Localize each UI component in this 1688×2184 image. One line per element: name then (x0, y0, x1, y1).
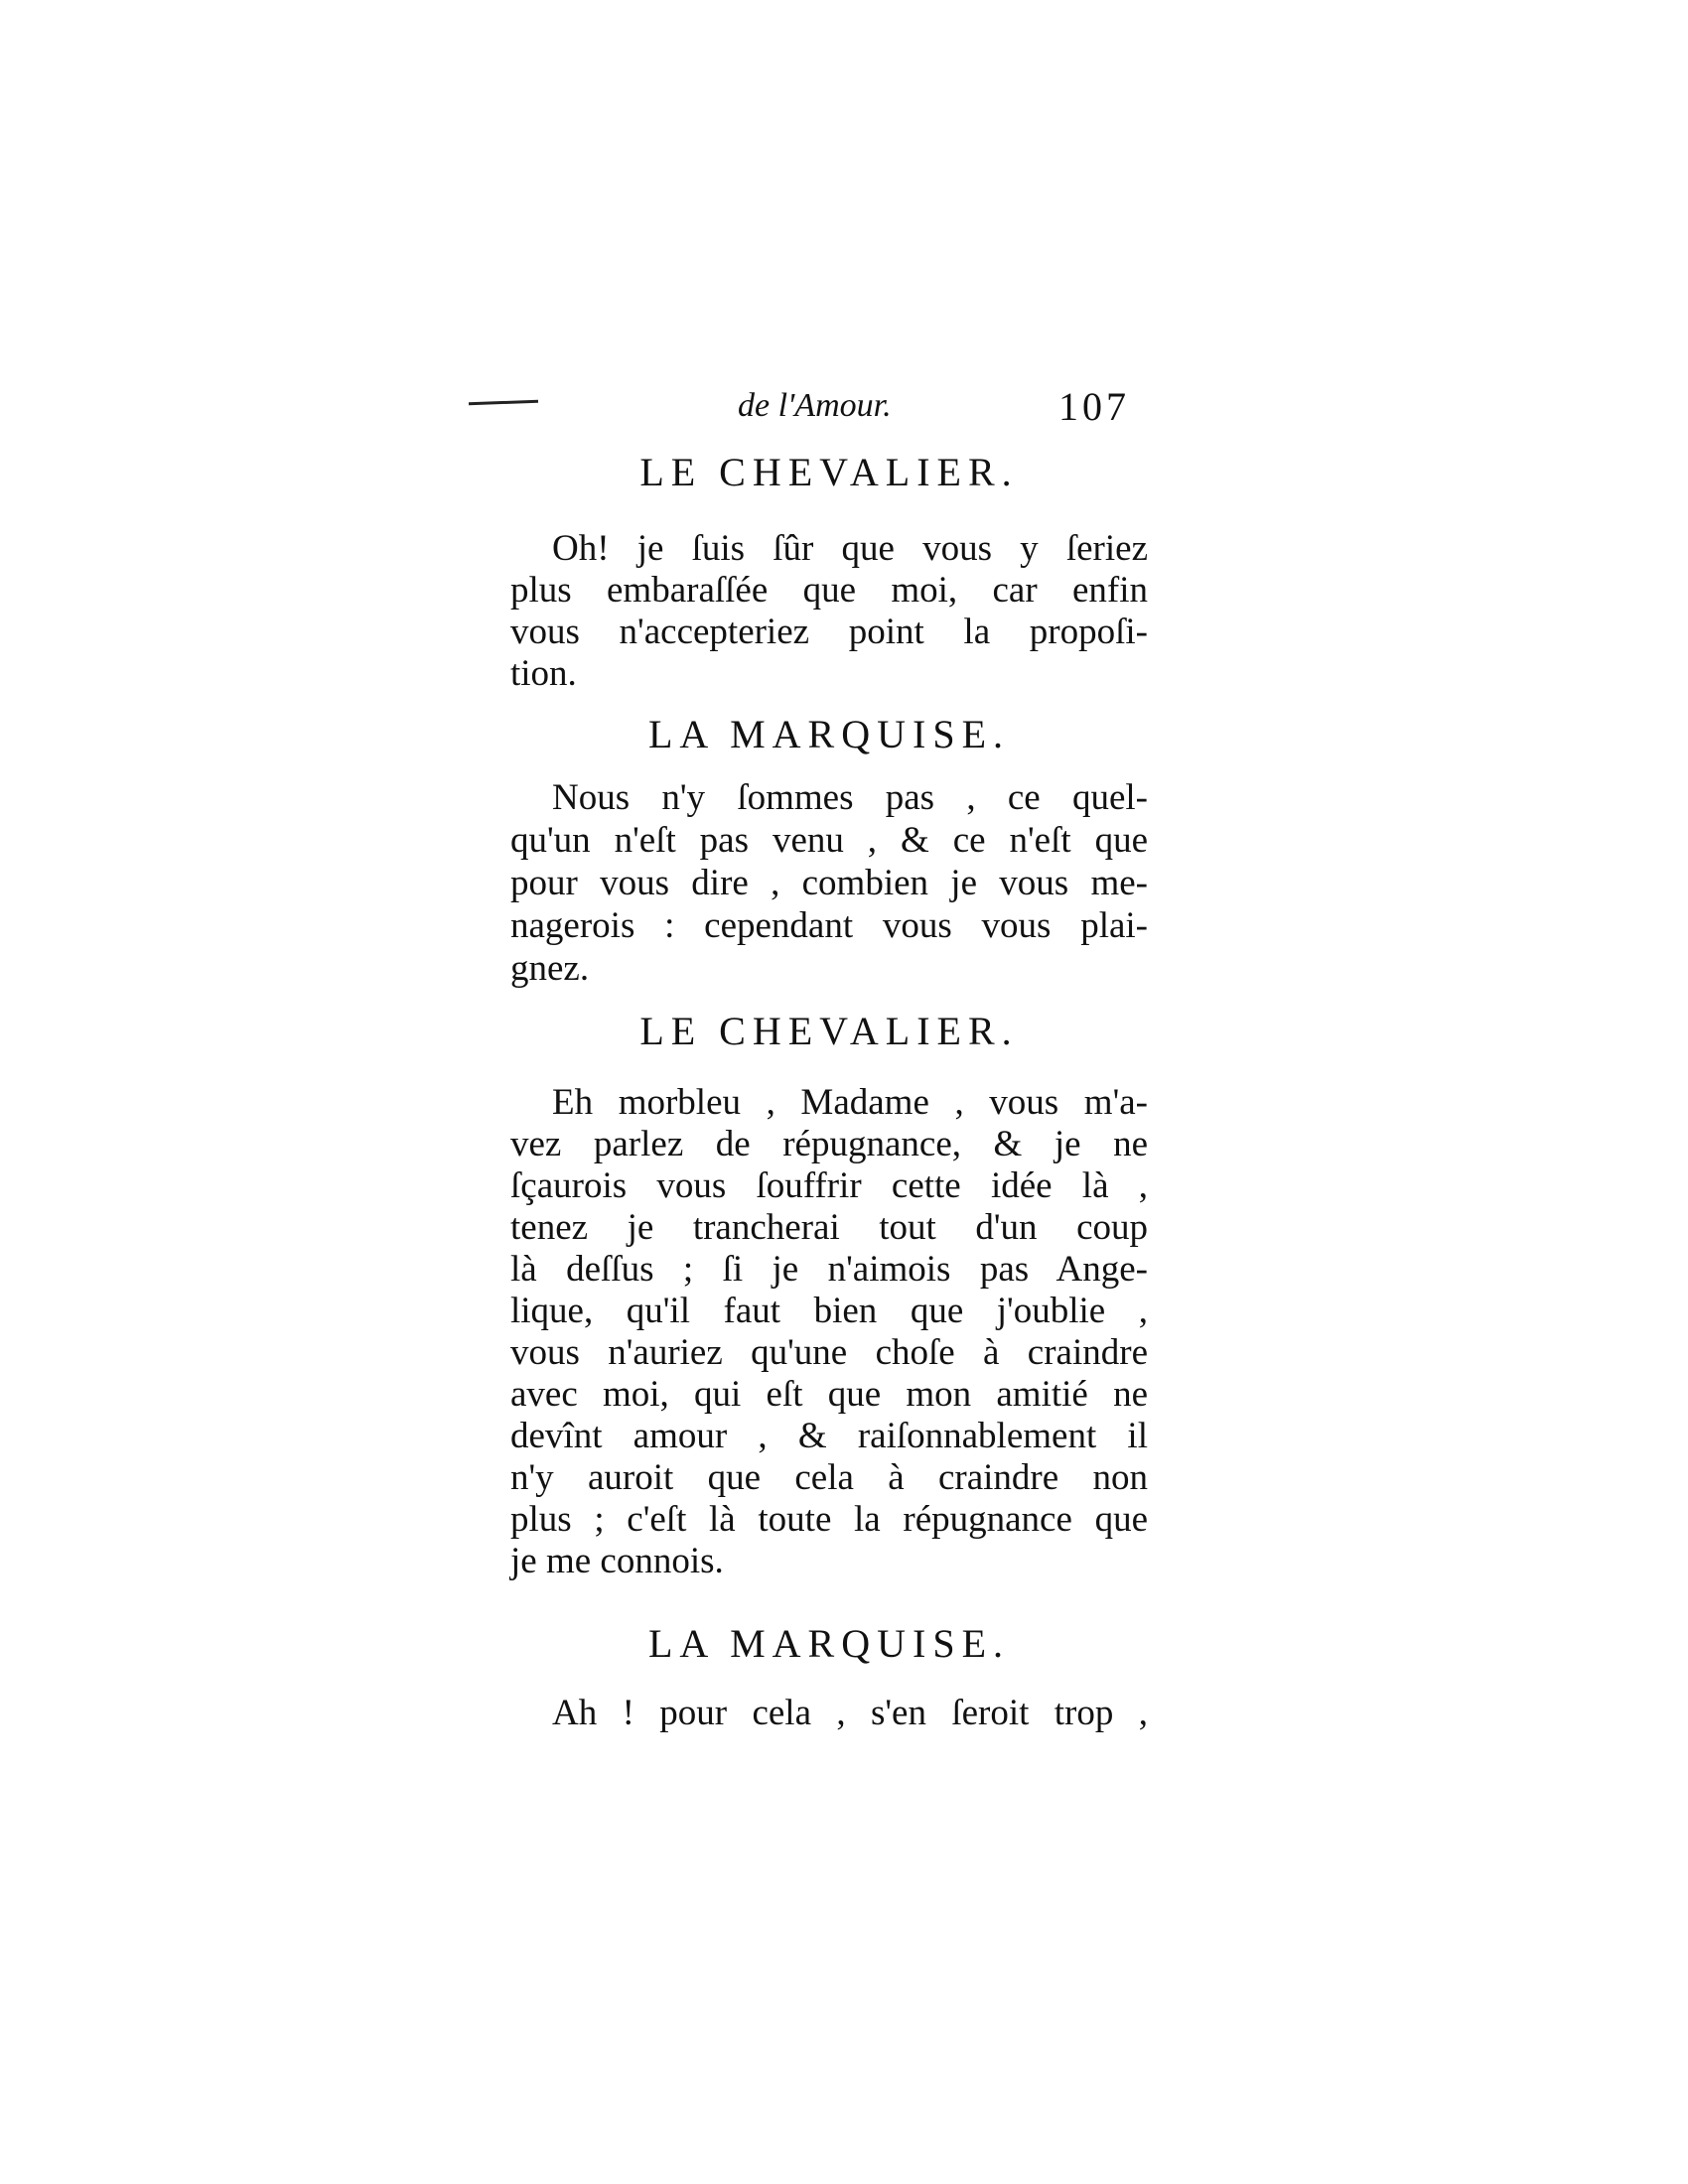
text-line: n'y auroit que cela à craindre non (510, 1457, 1148, 1498)
text-line: Ah ! pour cela , s'en ſeroit trop , (552, 1693, 1148, 1733)
text-line: ſçaurois vous ſouffrir cette idée là , (510, 1165, 1148, 1206)
text-line: avec moi, qui eſt que mon amitié ne (510, 1374, 1148, 1415)
text-line: devînt amour , & raiſonnablement il (510, 1416, 1148, 1456)
speaker-heading: LE CHEVALIER. (639, 1009, 1019, 1053)
text-line: nagerois : cependant vous vous plai- (510, 905, 1148, 946)
printer-rule (469, 400, 538, 405)
text-line: tenez je trancherai tout d'un coup (510, 1207, 1148, 1248)
speaker-heading: LA MARQUISE. (647, 712, 1011, 756)
text-line: là deſſus ; ſi je n'aimois pas Ange- (510, 1249, 1148, 1290)
text-line: vez parlez de répugnance, & je ne (510, 1124, 1148, 1164)
text-line: vous n'accepteriez point la propoſi- (510, 612, 1148, 652)
text-line: gnez. (510, 948, 590, 989)
page-number: 107 (1058, 384, 1130, 429)
text-line: tion. (510, 653, 577, 694)
speaker-heading: LA MARQUISE. (647, 1621, 1011, 1666)
text-line: Nous n'y ſommes pas , ce quel- (552, 777, 1148, 818)
running-title: de l'Amour. (738, 387, 892, 424)
text-line: vous n'auriez qu'une choſe à craindre (510, 1332, 1148, 1373)
text-line: Eh morbleu , Madame , vous m'a- (552, 1082, 1148, 1123)
text-line: Oh! je ſuis ſûr que vous y ſeriez (552, 528, 1148, 569)
text-line: qu'un n'eſt pas venu , & ce n'eſt que (510, 820, 1148, 861)
text-line: pour vous dire , combien je vous me- (510, 863, 1148, 903)
text-line: je me connois. (510, 1541, 724, 1581)
speaker-heading: LE CHEVALIER. (639, 450, 1019, 494)
text-line: lique, qu'il faut bien que j'oublie , (510, 1291, 1148, 1331)
text-line: plus embaraſſée que moi, car enfin (510, 570, 1148, 611)
text-line: plus ; c'eſt là toute la répugnance que (510, 1499, 1148, 1540)
